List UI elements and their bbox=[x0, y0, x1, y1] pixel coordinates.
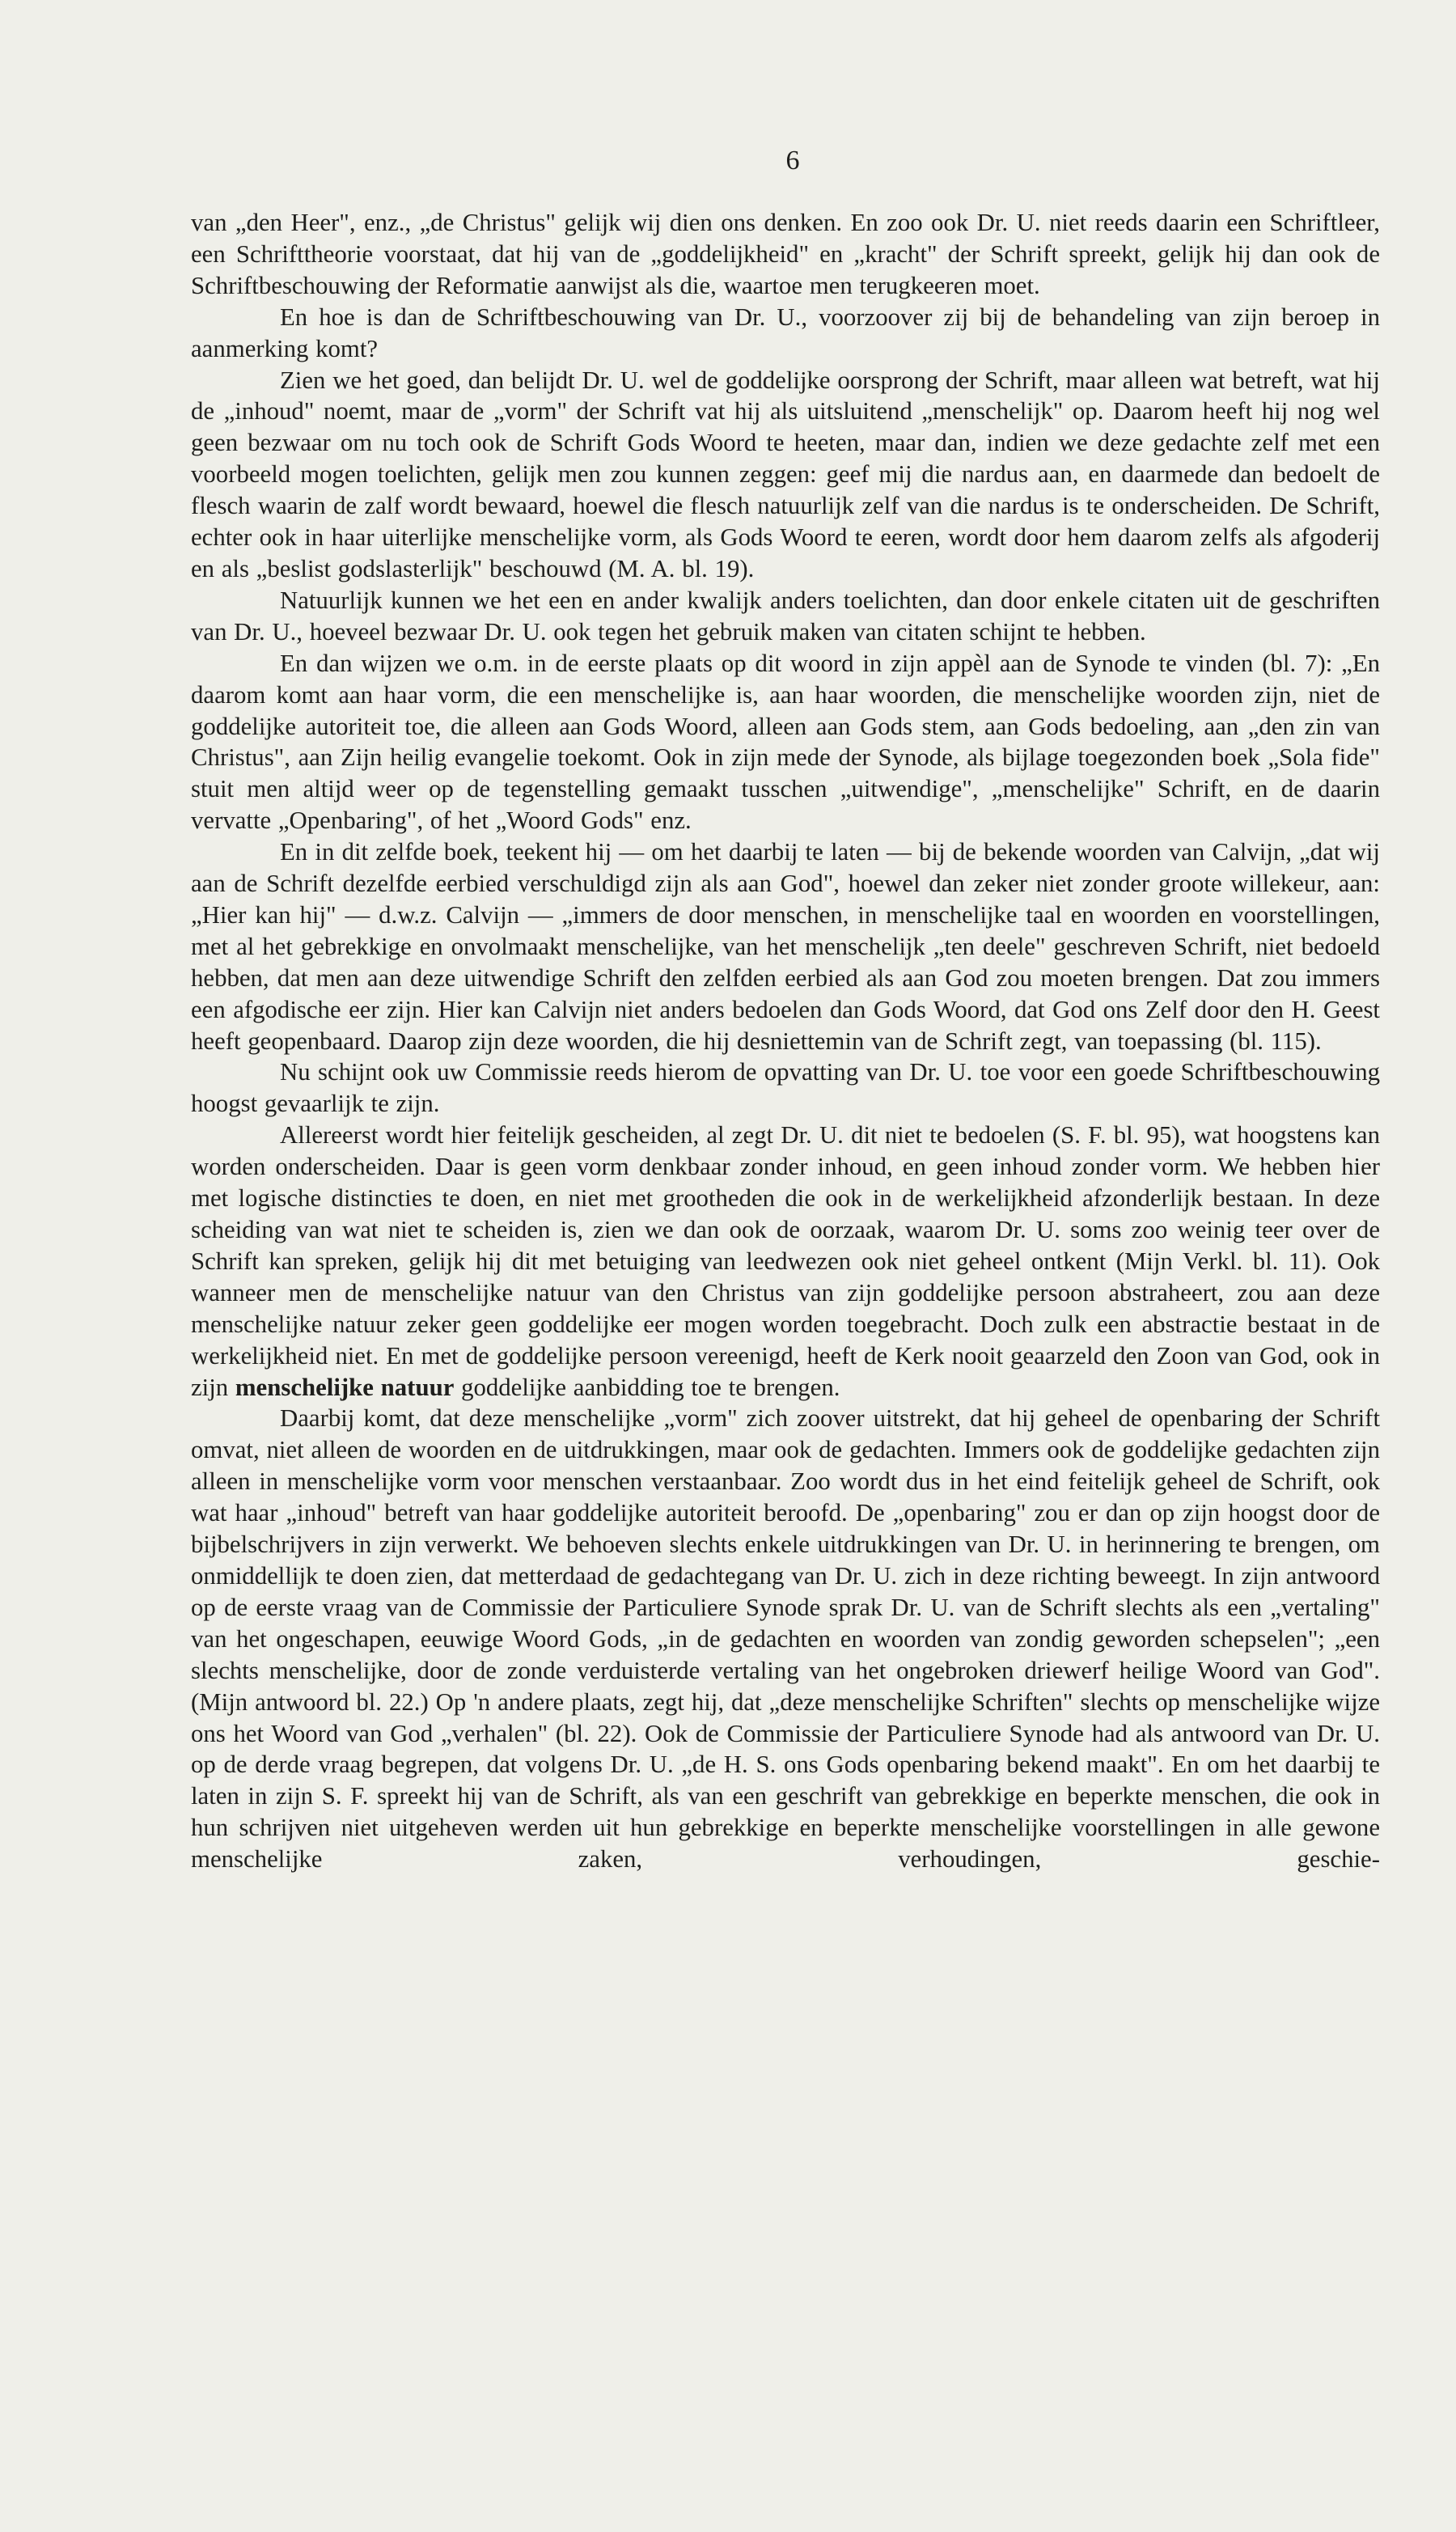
paragraph bbox=[191, 1120, 1380, 1403]
paragraph: En dan wijzen we o.m. in de eerste plaats op dit woord in zijn appèl aan de Synode te vinden (bl. 7): „En daarom komt aan haar vorm, die een menschelijke is, aan haar woorden, die menschelijke woorden zijn, niet de goddelijke autoriteit toe, die alleen aan Gods Woord, alleen aan Gods stem, aan Gods bedoeling, aan „den zin van Christus", aan Zijn heilig evangelie toekomt. Ook in zijn mede der Synode, als bijlage toegezonden boek „Sola fide" stuit men altijd weer op de tegenstelling gemaakt tusschen „uitwendige", „menschelijke" Schrift, en de daarin vervatte „Openbaring", of het „Woord Gods" enz. bbox=[191, 649, 1380, 835]
paragraph: Nu schijnt ook uw Commissie reeds hierom de opvatting van Dr. U. toe voor een goede Schriftbeschouwing hoogst gevaarlijk te zijn. bbox=[191, 1058, 1380, 1118]
bold-phrase: menschelijke natuur bbox=[235, 1373, 455, 1401]
paragraph: Daarbij komt, dat deze menschelijke „vorm" zich zoover uitstrekt, dat hij geheel de openbaring der Schrift omvat, niet alleen de woorden en de uitdrukkingen, maar ook de gedachten. Immers ook de goddelijke gedachten zijn alleen in menschelijke vorm voor menschen verstaanbaar. Zoo wordt dus in het eind feitelijk geheel de Schrift, ook wat haar „inhoud" betreft van haar goddelijke autoriteit beroofd. De „openbaring" zou er dan op zijn hoogst door de bijbelschrijvers in zijn verwerkt. We behoeven slechts enkele uitdrukkingen van Dr. U. in herinnering te brengen, om onmiddellijk te doen zien, dat metterdaad de gedachtegang van Dr. U. zich in deze richting beweegt. In zijn antwoord op de eerste vraag van de Commissie der Particuliere Synode sprak Dr. U. van de Schrift slechts als een „vertaling" van het ongeschapen, eeuwige Woord Gods, „in de gedachten en woorden van zondig geworden schepselen"; „een slechts menschelijke, door de zonde verduisterde vertaling van het ongebroken driewerf heilige Woord van God". (Mijn antwoord bl. 22.) Op 'n andere plaats, zegt hij, dat „deze menschelijke Schriften" slechts op menschelijke wijze ons het Woord van God „verhalen" (bl. 22). Ook de Commissie der Particuliere Synode had als antwoord van Dr. U. op de derde vraag begrepen, dat volgens Dr. U. „de H. S. ons Gods openbaring bekend maakt". En om het daarbij te laten in zijn S. F. spreekt hij van de Schrift, als van een geschrift van gebrekkige en beperkte menschen, die ook in hun schrijven niet uitgeheven werden uit hun gebrekkige en beperkte menschelijke voorstellingen in alle gewone menschelijke zaken, verhoudingen, geschie- bbox=[191, 1404, 1380, 1874]
paragraph: Zien we het goed, dan belijdt Dr. U. wel de goddelijke oorsprong der Schrift, maar alleen wat betreft, wat hij de „inhoud" noemt, maar de „vorm" der Schrift vat hij als uitsluitend „menschelijk" op. Daarom heeft hij nog wel geen bezwaar om nu toch ook de Schrift Gods Woord te heeten, maar dan, indien we deze gedachte zelf met een voorbeeld mogen toelichten, gelijk men zou kunnen zeggen: geef mij die nardus aan, en daarmede dan bedoelt de flesch waarin de zalf wordt bewaard, hoewel die flesch natuurlijk zelf van die nardus is te onderscheiden. De Schrift, echter ook in haar uiterlijke menschelijke vorm, als Gods Woord te eeren, wordt door hem daarom zelfs als afgoderij en als „beslist godslasterlijk" beschouwd (M. A. bl. 19). bbox=[191, 366, 1380, 582]
paragraph: van „den Heer", enz., „de Christus" gelijk wij dien ons denken. En zoo ook Dr. U. niet reeds daarin een Schriftleer, een Schrifttheorie voorstaat, dat hij van de „goddelijkheid" en „kracht" der Schrift spreekt, gelijk hij dan ook de Schriftbeschouwing der Reformatie aanwijst als die, waartoe men terugkeeren moet. bbox=[191, 209, 1380, 299]
paragraph-tail: goddelijke aanbidding toe te brengen. bbox=[454, 1373, 840, 1401]
paragraph: En in dit zelfde boek, teekent hij — om het daarbij te laten — bij de bekende woorden van Calvijn, „dat wij aan de Schrift dezelfde eerbied verschuldigd zijn als aan God", hoewel dan zeker niet zonder groote willekeur, aan: „Hier kan hij" — d.w.z. Calvijn — „immers de door menschen, in menschelijke taal en woorden en voorstellingen, met al het gebrekkige en onvolmaakt menschelijke, van het menschelijk „ten deele" geschreven Schrift, niet bedoeld hebben, dat men aan deze uitwendige Schrift den zelfden eerbied als aan God zou moeten brengen. Dat zou immers een afgodische eer zijn. Hier kan Calvijn niet anders bedoelen dan Gods Woord, dat God ons Zelf door den H. Geest heeft geopenbaard. Daarop zijn deze woorden, die hij desniettemin van de Schrift zegt, van toepassing (bl. 115). bbox=[191, 838, 1380, 1055]
page-number: 6 bbox=[785, 146, 800, 176]
paragraph: Natuurlijk kunnen we het een en ander kwalijk anders toelichten, dan door enkele citaten uit de geschriften van Dr. U., hoeveel bezwaar Dr. U. ook tegen het gebruik maken van citaten schijnt te hebben. bbox=[191, 586, 1380, 646]
paragraph-text: Allereerst wordt hier feitelijk gescheiden, al zegt Dr. U. dit niet te bedoelen (S. F. bl. 95), wat hoogstens kan worden onderscheiden. Daar is geen vorm denkbaar zonder inhoud, en geen inhoud zonder vorm. We hebben hier met logische distincties te doen, en niet met grootheden die ook in de werkelijkheid afzonderlijk bestaan. In deze scheiding van wat niet te scheiden is, zien we dan ook de oorzaak, waarom Dr. U. soms zoo weinig teer over de Schrift kan spreken, gelijk hij dit met betuiging van leedwezen ook niet geheel ontkent (Mijn Verkl. bl. 11). Ook wanneer men de menschelijke natuur van den Christus van zijn goddelijke persoon abstraheert, zou aan deze menschelijke natuur zeker geen goddelijke eer mogen worden toegebracht. Doch zulk een abstractie bestaat in de werkelijkheid niet. En met de goddelijke persoon vereenigd, heeft de Kerk nooit geaarzeld den Zoon van God, ook in zijn bbox=[191, 1121, 1380, 1401]
body-text bbox=[191, 207, 1380, 1875]
paragraph: En hoe is dan de Schriftbeschouwing van Dr. U., voorzoover zij bij de behandeling van zijn beroep in aanmerking komt? bbox=[191, 303, 1380, 362]
